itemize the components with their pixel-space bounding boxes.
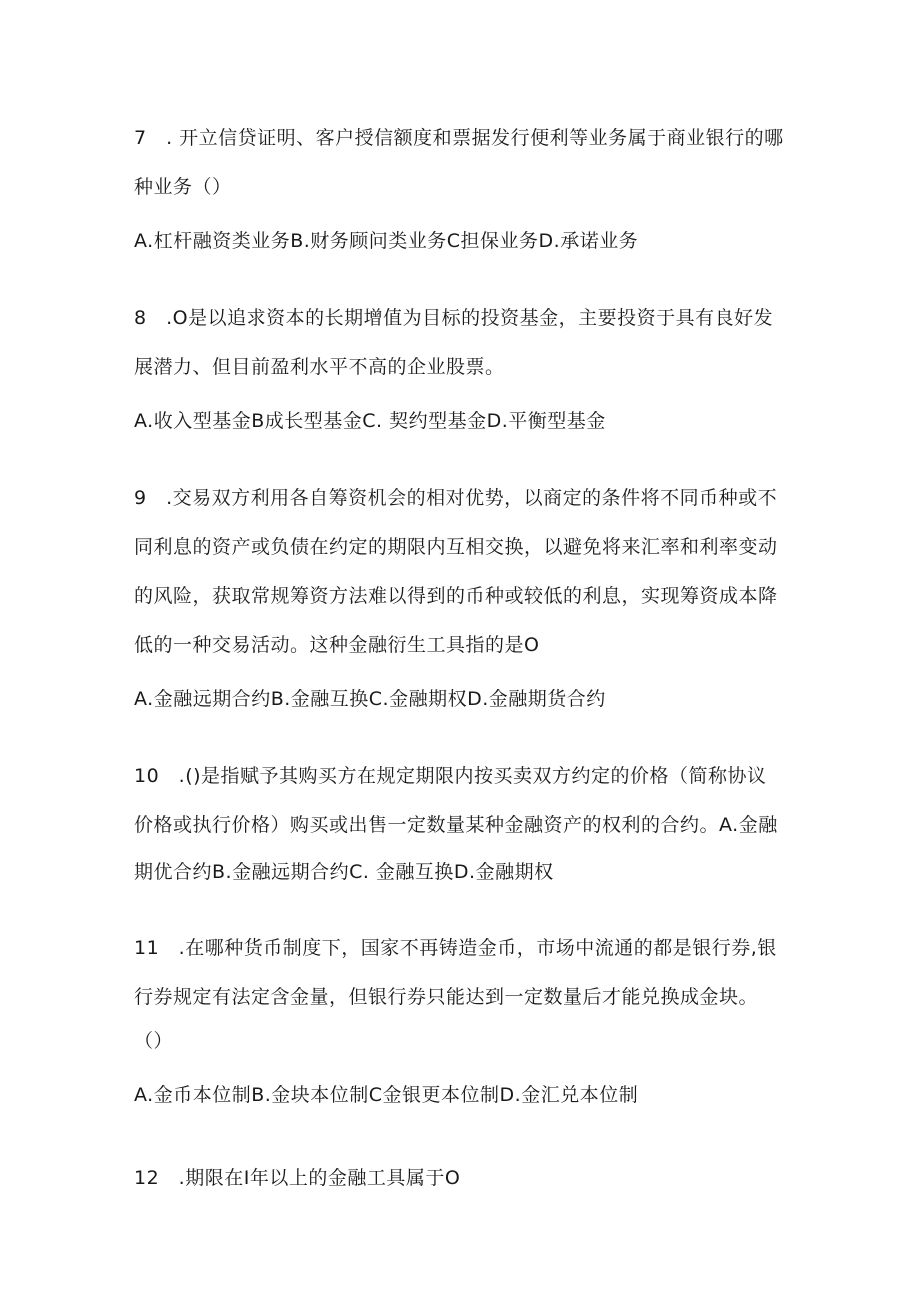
question-11-line-2: 行券规定有法定含金量，但银行券只能达到一定数量后才能兑换成金块。 (134, 986, 759, 1008)
question-11-options: A.金币本位制B.金块本位制C金银更本位制D.金汇兑本位制 (134, 1084, 639, 1106)
question-7-line-2: 种业务（） (134, 176, 232, 198)
question-10-line-3: 期优合约B.金融远期合约C. 金融互换D.金融期权 (134, 861, 554, 883)
question-9-line-4: 低的一种交易活动。这种金融衍生工具指的是O (134, 634, 540, 656)
question-9-line-1: 9 .交易双方利用各自筹资机会的相对优势，以商定的条件将不同币种或不 (134, 487, 778, 509)
question-8-line-2: 展潜力、但目前盈利水平不高的企业股票。 (134, 356, 505, 378)
question-8-line-1: 8 .O是以追求资本的长期增值为目标的投资基金，主要投资于具有良好发 (134, 307, 774, 329)
question-9-options: A.金融远期合约B.金融互换C.金融期权D.金融期货合约 (134, 688, 606, 710)
question-11-line-3: （） (134, 1030, 174, 1052)
question-11-line-1: 11 .在哪种货币制度下，国家不再铸造金币，市场中流通的都是银行券,银 (134, 937, 777, 959)
question-10-line-1: 10 .()是指赋予其购买方在规定期限内按买卖双方约定的价格（简称协议 (134, 765, 767, 787)
question-9-line-3: 的风险，获取常规筹资方法难以得到的币种或较低的利息，实现筹资成本降 (134, 585, 778, 607)
question-7-options: A.杠杆融资类业务B.财务顾问类业务C担保业务D.承诺业务 (134, 230, 639, 252)
question-7-line-1: 7 . 开立信贷证明、客户授信额度和票据发行便利等业务属于商业银行的哪 (134, 127, 784, 149)
question-12-line-1: 12 .期限在I年以上的金融工具属于O (134, 1167, 461, 1189)
question-9-line-2: 同利息的资产或负债在约定的期限内互相交换，以避免将来汇率和利率变动 (134, 536, 778, 558)
question-8-options: A.收入型基金B成长型基金C. 契约型基金D.平衡型基金 (134, 410, 606, 432)
question-10-line-2: 价格或执行价格）购买或出售一定数量某种金融资产的权利的合约。A.金融 (134, 814, 778, 836)
